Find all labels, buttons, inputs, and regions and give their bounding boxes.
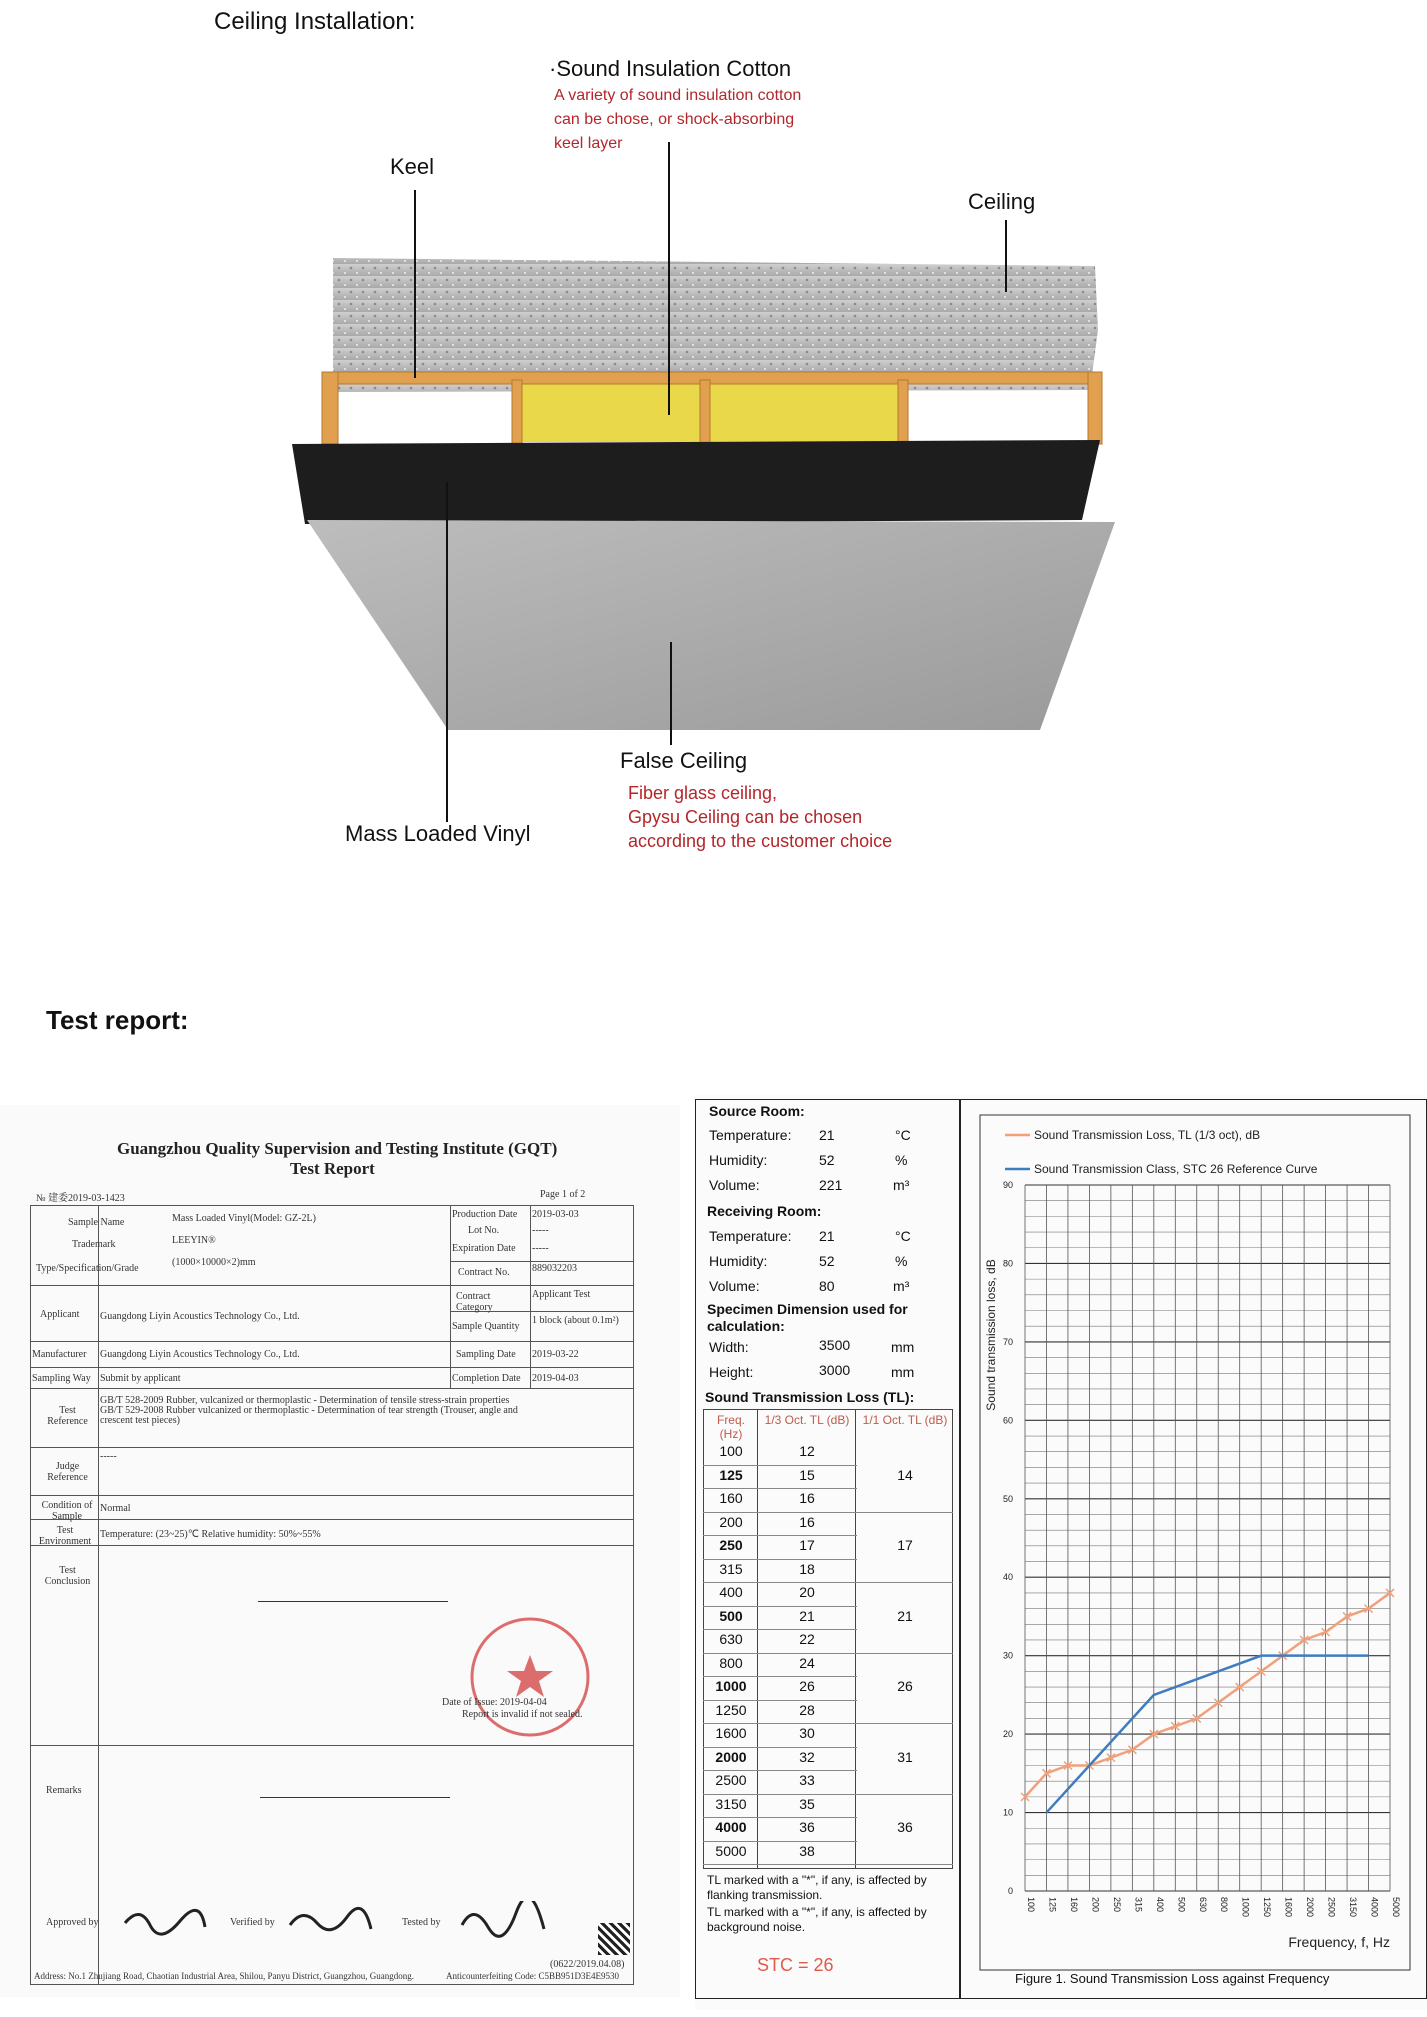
tl-table-heading: Sound Transmission Loss (TL): bbox=[705, 1389, 915, 1405]
qr-code bbox=[598, 1923, 630, 1955]
sampling-way-value: Submit by applicant bbox=[100, 1373, 181, 1384]
x-tick-label: 500 bbox=[1176, 1897, 1187, 1913]
label-ceiling: Ceiling bbox=[968, 189, 1036, 214]
contract-category-value: Applicant Test bbox=[532, 1289, 591, 1300]
src-vol-value: 221 bbox=[819, 1177, 843, 1193]
tl-row-freq: 125 bbox=[719, 1466, 743, 1483]
x-tick-label: 4000 bbox=[1369, 1897, 1380, 1918]
trademark-value: LEEYIN® bbox=[172, 1235, 216, 1246]
x-tick-label: 630 bbox=[1197, 1897, 1208, 1913]
label-mass-loaded-vinyl: Mass Loaded Vinyl bbox=[345, 821, 531, 846]
src-vol-label: Volume: bbox=[709, 1177, 760, 1193]
y-tick-label: 10 bbox=[1002, 1807, 1013, 1818]
tl-row-third-value: 32 bbox=[799, 1748, 815, 1765]
judge-reference-value: ----- bbox=[100, 1451, 117, 1462]
tl-row-octave-value: 36 bbox=[897, 1819, 913, 1835]
false-desc-3: according to the customer choice bbox=[628, 831, 893, 851]
manufacturer-value: Guangdong Liyin Acoustics Technology Co., Ltd. bbox=[100, 1349, 300, 1360]
judge-reference-label: Judge Reference bbox=[47, 1461, 88, 1483]
x-tick-label: 1250 bbox=[1262, 1897, 1273, 1918]
cotton-desc-3: keel layer bbox=[554, 135, 623, 152]
tl-row-third-value: 36 bbox=[799, 1819, 815, 1835]
label-false-ceiling: False Ceiling bbox=[620, 748, 748, 773]
sample-quantity-label: Sample Quantity bbox=[452, 1321, 520, 1332]
rec-hum-unit: % bbox=[895, 1253, 908, 1269]
width-label: Width: bbox=[709, 1339, 749, 1355]
tl-row-third-value: 35 bbox=[799, 1795, 815, 1812]
manufacturer-label: Manufacturer bbox=[32, 1349, 87, 1360]
tl-series-line bbox=[1025, 1593, 1390, 1797]
x-tick-label: 125 bbox=[1047, 1897, 1058, 1913]
tl-row-freq: 500 bbox=[719, 1607, 743, 1624]
x-tick-label: 1600 bbox=[1283, 1897, 1294, 1918]
tl-row-freq: 5000 bbox=[715, 1842, 747, 1859]
report-page: Page 1 of 2 bbox=[540, 1189, 586, 1200]
red-seal-stamp bbox=[455, 1615, 605, 1745]
y-tick-label: 40 bbox=[1002, 1572, 1013, 1583]
conclusion-label: Test Conclusion bbox=[44, 1565, 91, 1587]
tl-row-freq: 250 bbox=[719, 1537, 743, 1553]
tl-row-freq: 4000 bbox=[715, 1819, 747, 1835]
tl-row-third-value: 16 bbox=[799, 1490, 815, 1506]
tl-row-octave-value: 17 bbox=[897, 1537, 913, 1553]
sample-quantity-value: 1 block (about 0.1m²) bbox=[532, 1315, 619, 1326]
signature-tester bbox=[458, 1901, 548, 1941]
rec-temp-value: 21 bbox=[819, 1228, 835, 1244]
y-tick-label: 90 bbox=[1002, 1180, 1013, 1190]
src-temp-label: Temperature: bbox=[709, 1127, 792, 1143]
lot-label: Lot No. bbox=[468, 1225, 500, 1236]
condition-value: Normal bbox=[100, 1503, 131, 1514]
tl-row-third-value: 17 bbox=[799, 1537, 815, 1553]
label-keel: Keel bbox=[390, 154, 435, 179]
src-temp-unit: °C bbox=[895, 1127, 911, 1143]
contract-category-label: Contract Category bbox=[456, 1291, 493, 1313]
sampling-date-label: Sampling Date bbox=[456, 1349, 516, 1360]
test-report-title: Test report: bbox=[46, 1005, 189, 1035]
x-tick-label: 800 bbox=[1219, 1897, 1230, 1913]
test-reference-1: GB/T 528-2009 Rubber, vulcanized or thermoplastic - Determination of tensile stress-strain properties bbox=[100, 1395, 510, 1406]
tl-row-octave-value: 14 bbox=[897, 1466, 913, 1483]
note-background: TL marked with a "*", if any, is affected by background noise. bbox=[707, 1905, 927, 1934]
tl-row-freq: 160 bbox=[719, 1490, 743, 1506]
cotton-desc-2: can be chose, or shock-absorbing bbox=[554, 111, 795, 128]
src-hum-label: Humidity: bbox=[709, 1152, 768, 1168]
tl-row-freq: 1000 bbox=[715, 1678, 747, 1694]
sample-name-value: Mass Loaded Vinyl(Model: GZ-2L) bbox=[172, 1213, 316, 1224]
tl-row-freq: 400 bbox=[719, 1584, 743, 1600]
rec-temp-unit: °C bbox=[895, 1228, 911, 1244]
src-vol-unit: m³ bbox=[893, 1177, 910, 1193]
false-ceiling-panel bbox=[307, 520, 1115, 730]
sample-name-label: Sample Name bbox=[68, 1217, 125, 1228]
y-tick-label: 80 bbox=[1002, 1258, 1013, 1269]
y-tick-label: 60 bbox=[1002, 1415, 1013, 1426]
type-value: (1000×10000×2)mm bbox=[172, 1257, 256, 1268]
cotton-desc-1: A variety of sound insulation cotton bbox=[554, 87, 802, 104]
type-label: Type/Specification/Grade bbox=[36, 1263, 139, 1274]
test-reference-2: GB/T 529-2008 Rubber vulcanized or thermoplastic - Determination of tear strength (Trouser, angle and bbox=[100, 1405, 518, 1416]
rec-hum-value: 52 bbox=[819, 1253, 835, 1269]
production-date-value: 2019-03-03 bbox=[532, 1209, 579, 1220]
tl-row-freq: 800 bbox=[719, 1654, 743, 1671]
false-desc-1: Fiber glass ceiling, bbox=[628, 783, 778, 803]
legend-label: Sound Transmission Loss, TL (1/3 oct), dB bbox=[1034, 1128, 1261, 1142]
contract-value: 889032203 bbox=[532, 1263, 577, 1274]
tl-row-third-value: 22 bbox=[799, 1631, 815, 1647]
col-third-header: 1/3 Oct. TL (dB) bbox=[764, 1413, 850, 1427]
tl-row-freq: 1600 bbox=[715, 1725, 747, 1741]
production-date-label: Production Date bbox=[452, 1209, 518, 1220]
environment-value: Temperature: (23~25)℃ Relative humidity: 50%~55% bbox=[100, 1529, 321, 1540]
trademark-label: Trademark bbox=[72, 1239, 116, 1250]
height-unit: mm bbox=[891, 1364, 915, 1380]
src-hum-unit: % bbox=[895, 1152, 908, 1168]
contract-label: Contract No. bbox=[458, 1267, 510, 1278]
remarks-label: Remarks bbox=[46, 1785, 82, 1796]
tl-row-third-value: 33 bbox=[799, 1772, 815, 1788]
x-tick-label: 5000 bbox=[1391, 1897, 1401, 1918]
tl-row-third-value: 30 bbox=[799, 1725, 815, 1741]
applicant-label: Applicant bbox=[40, 1309, 80, 1320]
tl-row-third-value: 26 bbox=[799, 1678, 815, 1694]
x-tick-label: 160 bbox=[1068, 1897, 1079, 1913]
y-tick-label: 50 bbox=[1002, 1493, 1013, 1504]
x-tick-label: 200 bbox=[1090, 1897, 1101, 1913]
rec-vol-value: 80 bbox=[819, 1278, 835, 1294]
lot-value: ----- bbox=[532, 1225, 549, 1236]
col-oct-header: 1/1 Oct. TL (dB) bbox=[862, 1413, 948, 1427]
x-tick-label: 2000 bbox=[1305, 1897, 1316, 1918]
signature-approver bbox=[120, 1903, 210, 1939]
tl-row-third-value: 28 bbox=[799, 1701, 815, 1718]
tl-row-freq: 315 bbox=[719, 1560, 743, 1577]
src-hum-value: 52 bbox=[819, 1152, 835, 1168]
approved-by-label: Approved by bbox=[46, 1917, 99, 1928]
tl-row-freq: 100 bbox=[719, 1443, 743, 1459]
tl-row-octave-value: 21 bbox=[897, 1607, 913, 1624]
receiving-room-heading: Receiving Room: bbox=[707, 1203, 822, 1219]
y-tick-label: 30 bbox=[1002, 1650, 1013, 1661]
sampling-date-value: 2019-03-22 bbox=[532, 1349, 579, 1360]
report-title-2: Test Report bbox=[290, 1159, 375, 1178]
report-number: № 建委2019-03-1423 bbox=[36, 1193, 125, 1204]
y-tick-label: 20 bbox=[1002, 1729, 1013, 1740]
width-value: 3500 bbox=[819, 1337, 851, 1353]
tl-row-freq: 200 bbox=[719, 1513, 743, 1530]
tl-row-freq: 2500 bbox=[715, 1772, 747, 1788]
report-address: Address: No.1 Zhujiang Road, Chaotian Industrial Area, Shilou, Panyu District, Guangzhou, Guangdong. bbox=[34, 1971, 414, 1981]
report-title-1: Guangzhou Quality Supervision and Testing Institute (GQT) bbox=[117, 1139, 558, 1158]
x-tick-label: 250 bbox=[1111, 1897, 1122, 1913]
height-value: 3000 bbox=[819, 1362, 851, 1378]
tl-row-octave-value: 31 bbox=[897, 1748, 913, 1765]
environment-label: Test Environment bbox=[38, 1525, 92, 1547]
height-label: Height: bbox=[709, 1364, 754, 1380]
tl-row-freq: 3150 bbox=[715, 1795, 747, 1812]
tl-row-third-value: 24 bbox=[799, 1654, 815, 1671]
rec-hum-label: Humidity: bbox=[709, 1253, 768, 1269]
y-tick-label: 70 bbox=[1002, 1336, 1013, 1347]
expiration-value: ----- bbox=[532, 1243, 549, 1254]
anticounterfeit-code: Anticounterfeiting Code: C5BB951D3E4E9530 bbox=[446, 1971, 619, 1981]
mass-loaded-vinyl-layer bbox=[292, 440, 1100, 524]
completion-date-label: Completion Date bbox=[452, 1373, 521, 1384]
signature-verifier bbox=[285, 1903, 375, 1939]
test-reference-3: crescent test pieces) bbox=[100, 1415, 180, 1426]
rec-temp-label: Temperature: bbox=[709, 1228, 792, 1244]
rec-vol-unit: m³ bbox=[893, 1278, 910, 1294]
tl-row-third-value: 21 bbox=[799, 1607, 815, 1624]
tl-row-freq: 630 bbox=[719, 1631, 743, 1647]
x-tick-label: 1000 bbox=[1240, 1897, 1251, 1918]
verified-by-label: Verified by bbox=[230, 1917, 275, 1928]
src-temp-value: 21 bbox=[819, 1127, 835, 1143]
tested-by-label: Tested by bbox=[402, 1917, 441, 1928]
specimen-dimension-heading: Specimen Dimension used for calculation: bbox=[707, 1301, 908, 1334]
rec-vol-label: Volume: bbox=[709, 1278, 760, 1294]
code-date: (0622/2019.04.08) bbox=[550, 1959, 625, 1970]
tl-row-octave-value: 26 bbox=[897, 1678, 913, 1694]
gqt-test-report bbox=[0, 1105, 680, 1997]
stc-value: STC = 26 bbox=[757, 1955, 834, 1975]
false-desc-2: Gpysu Ceiling can be chosen bbox=[628, 807, 863, 827]
x-tick-label: 2500 bbox=[1326, 1897, 1337, 1918]
legend-label: Sound Transmission Class, STC 26 Reference Curve bbox=[1034, 1162, 1318, 1176]
chart-frame bbox=[980, 1115, 1410, 1970]
width-unit: mm bbox=[891, 1339, 915, 1355]
x-tick-label: 400 bbox=[1154, 1897, 1165, 1913]
completion-date-value: 2019-04-03 bbox=[532, 1373, 579, 1384]
condition-label: Condition of Sample bbox=[41, 1500, 93, 1522]
seal-note: Report is invalid if not sealed. bbox=[462, 1709, 583, 1720]
chart-caption: Figure 1. Sound Transmission Loss against Frequency bbox=[1015, 1971, 1330, 1986]
tl-row-freq: 1250 bbox=[715, 1701, 747, 1718]
tl-chart bbox=[965, 1105, 1420, 1995]
tl-row-third-value: 38 bbox=[799, 1842, 815, 1859]
sampling-way-label: Sampling Way bbox=[32, 1373, 91, 1384]
note-flanking: TL marked with a "*", if any, is affected by flanking transmission. bbox=[707, 1873, 927, 1902]
issue-date: Date of Issue: 2019-04-04 bbox=[442, 1697, 547, 1708]
y-tick-label: 0 bbox=[1007, 1886, 1013, 1896]
col-freq-header: Freq. (Hz) bbox=[716, 1413, 745, 1441]
test-reference-label: Test Reference bbox=[47, 1405, 88, 1427]
tl-row-third-value: 12 bbox=[799, 1443, 815, 1459]
tl-row-third-value: 16 bbox=[799, 1513, 815, 1530]
tl-report-panel bbox=[695, 1095, 1427, 2010]
ceiling-installation-title: Ceiling Installation: bbox=[214, 8, 416, 35]
tl-row-third-value: 18 bbox=[799, 1560, 815, 1577]
tl-row-third-value: 20 bbox=[799, 1584, 815, 1600]
applicant-value: Guangdong Liyin Acoustics Technology Co., Ltd. bbox=[100, 1311, 300, 1322]
y-axis-label: Sound transmission loss, dB bbox=[984, 1259, 998, 1411]
x-tick-label: 3150 bbox=[1348, 1897, 1359, 1918]
x-tick-label: 100 bbox=[1026, 1897, 1036, 1913]
label-sound-insulation-cotton: ·Sound Insulation Cotton bbox=[549, 56, 792, 81]
x-tick-label: 315 bbox=[1133, 1897, 1144, 1913]
source-room-heading: Source Room: bbox=[709, 1103, 805, 1119]
tl-row-freq: 2000 bbox=[715, 1748, 747, 1765]
x-axis-label: Frequency, f, Hz bbox=[1288, 1934, 1390, 1950]
expiration-label: Expiration Date bbox=[452, 1243, 516, 1254]
tl-row-third-value: 15 bbox=[799, 1466, 815, 1483]
